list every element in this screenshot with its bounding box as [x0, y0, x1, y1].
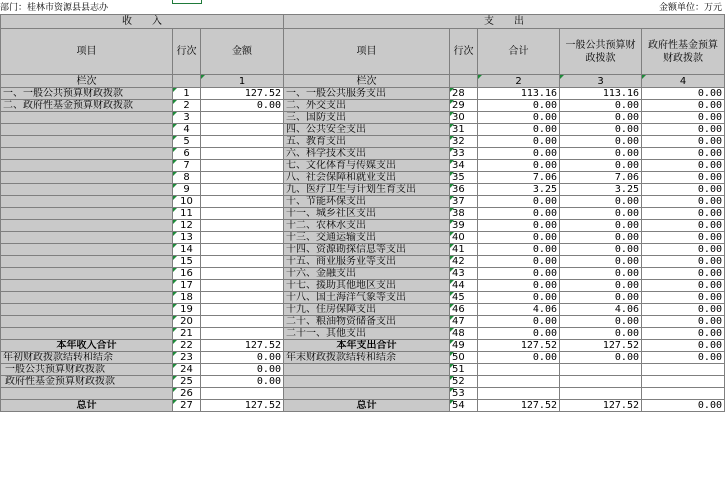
income-row-no-cell[interactable]: 17 — [173, 280, 201, 292]
expense-item-cell[interactable]: 本年支出合计 — [284, 340, 450, 352]
income-amount-cell[interactable] — [201, 148, 284, 160]
income-amount-cell[interactable] — [201, 172, 284, 184]
cell-selection-marker — [172, 0, 202, 4]
fund-budget-cell[interactable]: 0.00 — [642, 352, 725, 364]
general-budget-cell[interactable]: 0.00 — [560, 256, 642, 268]
general-budget-cell[interactable]: 0.00 — [560, 196, 642, 208]
income-row-no-cell[interactable]: 15 — [173, 256, 201, 268]
fund-budget-cell[interactable]: 0.00 — [642, 232, 725, 244]
income-item-cell[interactable]: 二、政府性基金预算财政拨款 — [1, 100, 173, 112]
expense-item-cell[interactable]: 十七、援助其他地区支出 — [284, 280, 450, 292]
expense-item-cell[interactable]: 十一、城乡社区支出 — [284, 208, 450, 220]
department-label: 部门：桂林市资源县县志办 — [0, 3, 109, 13]
income-row-no-cell[interactable]: 7 — [173, 160, 201, 172]
table-row — [1, 100, 725, 112]
fund-budget-cell[interactable]: 0.00 — [642, 220, 725, 232]
expense-row-no-cell[interactable]: 43 — [450, 268, 478, 280]
general-budget-cell[interactable]: 0.00 — [560, 136, 642, 148]
fund-budget-cell[interactable]: 0.00 — [642, 328, 725, 340]
income-amount-cell[interactable]: 0.00 — [201, 100, 284, 112]
expense-item-cell[interactable]: 八、社会保障和就业支出 — [284, 172, 450, 184]
fund-budget-cell[interactable]: 0.00 — [642, 172, 725, 184]
table-row — [1, 388, 725, 400]
table-row — [1, 184, 725, 196]
income-row-no-cell[interactable]: 21 — [173, 328, 201, 340]
general-budget-cell[interactable]: 0.00 — [560, 100, 642, 112]
expense-total-cell[interactable] — [478, 388, 560, 400]
expense-total-cell[interactable]: 3.25 — [478, 184, 560, 196]
general-budget-cell[interactable]: 0.00 — [560, 220, 642, 232]
table-row — [1, 196, 725, 208]
income-item-cell[interactable]: 总计 — [1, 400, 173, 412]
fund-budget-cell[interactable]: 0.00 — [642, 400, 725, 412]
expense-row-no-cell[interactable]: 29 — [450, 100, 478, 112]
expense-item-cell[interactable]: 九、医疗卫生与计划生育支出 — [284, 184, 450, 196]
general-budget-cell[interactable] — [560, 376, 642, 388]
expense-total-cell[interactable]: 0.00 — [478, 196, 560, 208]
fund-budget-cell[interactable]: 0.00 — [642, 304, 725, 316]
expense-total-cell[interactable]: 113.16 — [478, 88, 560, 100]
col-expense-row-no[interactable]: 行次 — [450, 29, 478, 75]
fund-budget-cell[interactable]: 0.00 — [642, 136, 725, 148]
table-row — [1, 172, 725, 184]
col-expense-item[interactable]: 项目 — [284, 29, 450, 75]
income-row-no-cell[interactable]: 2 — [173, 100, 201, 112]
general-budget-cell[interactable]: 113.16 — [560, 88, 642, 100]
general-budget-cell[interactable]: 0.00 — [560, 268, 642, 280]
table-row — [1, 232, 725, 244]
expense-item-cell[interactable]: 十九、住房保障支出 — [284, 304, 450, 316]
income-row-no-cell[interactable]: 9 — [173, 184, 201, 196]
expense-item-cell[interactable]: 四、公共安全支出 — [284, 124, 450, 136]
expense-row-no-cell[interactable]: 47 — [450, 316, 478, 328]
expense-item-cell[interactable]: 二十、粮油物资储备支出 — [284, 316, 450, 328]
income-amount-cell[interactable]: 127.52 — [201, 340, 284, 352]
income-row-no-cell[interactable]: 8 — [173, 172, 201, 184]
expense-total-cell[interactable]: 0.00 — [478, 352, 560, 364]
expense-item-cell[interactable]: 十六、金融支出 — [284, 268, 450, 280]
income-item-cell[interactable] — [1, 292, 173, 304]
expense-row-no-cell[interactable]: 37 — [450, 196, 478, 208]
income-amount-cell[interactable] — [201, 124, 284, 136]
col-fund-budget[interactable]: 政府性基金预算财政拨款 — [642, 29, 725, 75]
col-income-amount[interactable]: 金额 — [201, 29, 284, 75]
expense-item-cell[interactable]: 二十一、其他支出 — [284, 328, 450, 340]
general-budget-cell[interactable] — [560, 388, 642, 400]
fund-budget-cell[interactable]: 0.00 — [642, 292, 725, 304]
expense-row-no-cell[interactable]: 44 — [450, 280, 478, 292]
table-row — [1, 304, 725, 316]
fund-budget-cell[interactable] — [642, 388, 725, 400]
lanci-col-2[interactable]: 2 — [478, 75, 560, 88]
general-budget-cell[interactable]: 0.00 — [560, 352, 642, 364]
expense-total-cell[interactable]: 0.00 — [478, 100, 560, 112]
table-row — [1, 244, 725, 256]
income-row-no-cell[interactable]: 3 — [173, 112, 201, 124]
expense-total-cell[interactable]: 4.06 — [478, 304, 560, 316]
income-row-no-cell[interactable]: 11 — [173, 208, 201, 220]
income-row-no-cell[interactable]: 6 — [173, 148, 201, 160]
table-row — [1, 208, 725, 220]
expense-row-no-cell[interactable]: 42 — [450, 256, 478, 268]
income-row-no-cell[interactable]: 23 — [173, 352, 201, 364]
table-row — [1, 220, 725, 232]
expense-item-cell[interactable]: 三、国防支出 — [284, 112, 450, 124]
income-item-cell[interactable] — [1, 136, 173, 148]
table-row — [1, 280, 725, 292]
income-row-no-cell[interactable]: 12 — [173, 220, 201, 232]
fund-budget-cell[interactable]: 0.00 — [642, 316, 725, 328]
expense-total-cell[interactable]: 0.00 — [478, 280, 560, 292]
expense-row-no-cell[interactable]: 38 — [450, 208, 478, 220]
income-item-cell[interactable] — [1, 268, 173, 280]
expense-item-cell[interactable]: 总计 — [284, 400, 450, 412]
expense-row-no-cell[interactable]: 45 — [450, 292, 478, 304]
income-row-no-cell[interactable]: 19 — [173, 304, 201, 316]
income-item-cell[interactable] — [1, 172, 173, 184]
expense-total-cell[interactable]: 0.00 — [478, 136, 560, 148]
fund-budget-cell[interactable]: 0.00 — [642, 148, 725, 160]
general-budget-cell[interactable]: 0.00 — [560, 292, 642, 304]
general-budget-cell[interactable]: 0.00 — [560, 244, 642, 256]
income-item-cell[interactable] — [1, 304, 173, 316]
fund-budget-cell[interactable]: 0.00 — [642, 112, 725, 124]
income-row-no-cell[interactable]: 26 — [173, 388, 201, 400]
expense-row-no-cell[interactable]: 49 — [450, 340, 478, 352]
income-amount-cell[interactable] — [201, 304, 284, 316]
income-row-no-cell[interactable]: 18 — [173, 292, 201, 304]
expense-item-cell[interactable]: 十、节能环保支出 — [284, 196, 450, 208]
income-row-no-cell[interactable]: 22 — [173, 340, 201, 352]
expense-total-cell[interactable]: 0.00 — [478, 148, 560, 160]
income-amount-cell[interactable] — [201, 292, 284, 304]
table-row — [1, 256, 725, 268]
income-item-cell[interactable] — [1, 256, 173, 268]
general-budget-cell[interactable]: 0.00 — [560, 328, 642, 340]
income-item-cell[interactable] — [1, 148, 173, 160]
expense-total-cell[interactable]: 0.00 — [478, 112, 560, 124]
budget-table — [0, 14, 725, 412]
income-item-cell[interactable] — [1, 328, 173, 340]
income-item-cell[interactable]: 政府性基金预算财政拨款 — [1, 376, 173, 388]
income-section-header[interactable]: 收 入 — [1, 15, 284, 29]
fund-budget-cell[interactable]: 0.00 — [642, 196, 725, 208]
expense-row-no-cell[interactable]: 31 — [450, 124, 478, 136]
expense-total-cell[interactable]: 127.52 — [478, 400, 560, 412]
income-item-cell[interactable] — [1, 244, 173, 256]
expense-row-no-cell[interactable]: 33 — [450, 148, 478, 160]
table-row — [1, 292, 725, 304]
income-item-cell[interactable]: 年初财政拨款结转和结余 — [1, 352, 173, 364]
general-budget-cell[interactable]: 127.52 — [560, 340, 642, 352]
expense-item-cell[interactable]: 十四、资源勘探信息等支出 — [284, 244, 450, 256]
expense-row-no-cell[interactable]: 53 — [450, 388, 478, 400]
expense-item-cell[interactable]: 一、一般公共服务支出 — [284, 88, 450, 100]
expense-row-no-cell[interactable]: 34 — [450, 160, 478, 172]
expense-total-cell[interactable]: 0.00 — [478, 160, 560, 172]
expense-row-no-cell[interactable]: 35 — [450, 172, 478, 184]
expense-row-no-cell[interactable]: 52 — [450, 376, 478, 388]
lanci-col-1[interactable]: 1 — [201, 75, 284, 88]
income-amount-cell[interactable] — [201, 220, 284, 232]
expense-item-cell[interactable] — [284, 364, 450, 376]
expense-total-cell[interactable]: 127.52 — [478, 340, 560, 352]
income-amount-cell[interactable]: 0.00 — [201, 364, 284, 376]
income-row-no-cell[interactable]: 13 — [173, 232, 201, 244]
expense-total-cell[interactable]: 0.00 — [478, 244, 560, 256]
fund-budget-cell[interactable] — [642, 364, 725, 376]
expense-item-cell[interactable]: 十二、农林水支出 — [284, 220, 450, 232]
general-budget-cell[interactable]: 0.00 — [560, 208, 642, 220]
lanci-col-3[interactable]: 3 — [560, 75, 642, 88]
income-item-cell[interactable]: 一般公共预算财政拨款 — [1, 364, 173, 376]
general-budget-cell[interactable]: 4.06 — [560, 304, 642, 316]
expense-item-cell[interactable] — [284, 388, 450, 400]
income-row-no-cell[interactable]: 20 — [173, 316, 201, 328]
expense-row-no-cell[interactable]: 28 — [450, 88, 478, 100]
general-budget-cell[interactable]: 0.00 — [560, 232, 642, 244]
income-amount-cell[interactable] — [201, 316, 284, 328]
general-budget-cell[interactable]: 3.25 — [560, 184, 642, 196]
sheet-header — [0, 0, 726, 14]
expense-total-cell[interactable]: 0.00 — [478, 124, 560, 136]
income-item-cell[interactable] — [1, 184, 173, 196]
col-general-budget[interactable]: 一般公共预算财政拨款 — [560, 29, 642, 75]
expense-total-cell[interactable] — [478, 364, 560, 376]
fund-budget-cell[interactable]: 0.00 — [642, 100, 725, 112]
table-row — [1, 364, 725, 376]
income-amount-cell[interactable] — [201, 136, 284, 148]
table-row — [1, 160, 725, 172]
income-amount-cell[interactable]: 127.52 — [201, 88, 284, 100]
expense-item-cell[interactable]: 十八、国土海洋气象等支出 — [284, 292, 450, 304]
income-row-no-cell[interactable]: 16 — [173, 268, 201, 280]
income-row-no-cell[interactable]: 25 — [173, 376, 201, 388]
expense-row-no-cell[interactable]: 39 — [450, 220, 478, 232]
fund-budget-cell[interactable]: 0.00 — [642, 268, 725, 280]
expense-item-cell[interactable]: 十三、交通运输支出 — [284, 232, 450, 244]
table-row — [1, 352, 725, 364]
expense-row-no-cell[interactable]: 46 — [450, 304, 478, 316]
table-row — [1, 124, 725, 136]
fund-budget-cell[interactable]: 0.00 — [642, 208, 725, 220]
expense-total-cell[interactable]: 0.00 — [478, 256, 560, 268]
table-row — [1, 316, 725, 328]
income-amount-cell[interactable] — [201, 244, 284, 256]
expense-row-no-cell[interactable]: 48 — [450, 328, 478, 340]
expense-row-no-cell[interactable]: 51 — [450, 364, 478, 376]
lanci-blank-1[interactable] — [173, 75, 201, 88]
expense-total-cell[interactable] — [478, 376, 560, 388]
expense-section-header[interactable]: 支 出 — [284, 15, 725, 29]
fund-budget-cell[interactable]: 0.00 — [642, 160, 725, 172]
income-amount-cell[interactable] — [201, 112, 284, 124]
expense-item-cell[interactable]: 七、文化体育与传媒支出 — [284, 160, 450, 172]
expense-total-cell[interactable]: 0.00 — [478, 232, 560, 244]
expense-item-cell[interactable]: 二、外交支出 — [284, 100, 450, 112]
expense-row-no-cell[interactable]: 40 — [450, 232, 478, 244]
income-amount-cell[interactable] — [201, 208, 284, 220]
general-budget-cell[interactable]: 0.00 — [560, 316, 642, 328]
expense-total-cell[interactable]: 0.00 — [478, 208, 560, 220]
income-amount-cell[interactable]: 0.00 — [201, 376, 284, 388]
general-budget-cell[interactable]: 0.00 — [560, 124, 642, 136]
expense-item-cell[interactable]: 年末财政拨款结转和结余 — [284, 352, 450, 364]
income-row-no-cell[interactable]: 1 — [173, 88, 201, 100]
income-item-cell[interactable]: 一、一般公共预算财政拨款 — [1, 88, 173, 100]
table-row — [1, 328, 725, 340]
income-item-cell[interactable] — [1, 160, 173, 172]
income-amount-cell[interactable] — [201, 280, 284, 292]
expense-row-no-cell[interactable]: 32 — [450, 136, 478, 148]
income-item-cell[interactable] — [1, 112, 173, 124]
table-row — [1, 400, 725, 412]
lanci-blank-2[interactable] — [450, 75, 478, 88]
general-budget-cell[interactable]: 0.00 — [560, 280, 642, 292]
lanci-label[interactable]: 栏次 — [1, 75, 173, 88]
expense-row-no-cell[interactable]: 30 — [450, 112, 478, 124]
income-amount-cell[interactable] — [201, 196, 284, 208]
income-row-no-cell[interactable]: 4 — [173, 124, 201, 136]
income-item-cell[interactable] — [1, 388, 173, 400]
table-row — [1, 112, 725, 124]
income-amount-cell[interactable] — [201, 256, 284, 268]
income-row-no-cell[interactable]: 24 — [173, 364, 201, 376]
fund-budget-cell[interactable]: 0.00 — [642, 256, 725, 268]
expense-item-cell[interactable]: 五、教育支出 — [284, 136, 450, 148]
income-row-no-cell[interactable]: 14 — [173, 244, 201, 256]
income-item-cell[interactable] — [1, 124, 173, 136]
table-row — [1, 376, 725, 388]
expense-row-no-cell[interactable]: 54 — [450, 400, 478, 412]
fund-budget-cell[interactable]: 0.00 — [642, 244, 725, 256]
income-amount-cell[interactable] — [201, 328, 284, 340]
income-amount-cell[interactable] — [201, 268, 284, 280]
table-row — [1, 268, 725, 280]
expense-total-cell[interactable]: 0.00 — [478, 328, 560, 340]
amount-unit-label: 金额单位：万元 — [658, 3, 722, 13]
col-expense-total[interactable]: 合计 — [478, 29, 560, 75]
fund-budget-cell[interactable]: 0.00 — [642, 124, 725, 136]
table-row — [1, 88, 725, 100]
general-budget-cell[interactable] — [560, 364, 642, 376]
expense-row-no-cell[interactable]: 41 — [450, 244, 478, 256]
fund-budget-cell[interactable] — [642, 376, 725, 388]
general-budget-cell[interactable]: 0.00 — [560, 148, 642, 160]
income-amount-cell[interactable]: 127.52 — [201, 400, 284, 412]
fund-budget-cell[interactable]: 0.00 — [642, 88, 725, 100]
income-amount-cell[interactable] — [201, 184, 284, 196]
income-amount-cell[interactable]: 0.00 — [201, 352, 284, 364]
expense-total-cell[interactable]: 7.06 — [478, 172, 560, 184]
income-amount-cell[interactable] — [201, 160, 284, 172]
table-row — [1, 340, 725, 352]
income-item-cell[interactable] — [1, 208, 173, 220]
expense-row-no-cell[interactable]: 50 — [450, 352, 478, 364]
general-budget-cell[interactable]: 127.52 — [560, 400, 642, 412]
expense-item-cell[interactable]: 十五、商业服务业等支出 — [284, 256, 450, 268]
income-item-cell[interactable] — [1, 280, 173, 292]
income-item-cell[interactable] — [1, 232, 173, 244]
expense-total-cell[interactable]: 0.00 — [478, 268, 560, 280]
income-row-no-cell[interactable]: 5 — [173, 136, 201, 148]
income-item-cell[interactable] — [1, 196, 173, 208]
fund-budget-cell[interactable]: 0.00 — [642, 340, 725, 352]
table-row — [1, 148, 725, 160]
table-row — [1, 136, 725, 148]
income-item-cell[interactable] — [1, 220, 173, 232]
lanci-label-2[interactable]: 栏次 — [284, 75, 450, 88]
income-row-no-cell[interactable]: 10 — [173, 196, 201, 208]
lanci-col-4[interactable]: 4 — [642, 75, 725, 88]
expense-item-cell[interactable]: 六、科学技术支出 — [284, 148, 450, 160]
general-budget-cell[interactable]: 7.06 — [560, 172, 642, 184]
expense-total-cell[interactable]: 0.00 — [478, 292, 560, 304]
expense-total-cell[interactable]: 0.00 — [478, 220, 560, 232]
income-amount-cell[interactable] — [201, 388, 284, 400]
expense-item-cell[interactable] — [284, 376, 450, 388]
col-income-item[interactable]: 项目 — [1, 29, 173, 75]
expense-row-no-cell[interactable]: 36 — [450, 184, 478, 196]
general-budget-cell[interactable]: 0.00 — [560, 160, 642, 172]
general-budget-cell[interactable]: 0.00 — [560, 112, 642, 124]
income-row-no-cell[interactable]: 27 — [173, 400, 201, 412]
income-amount-cell[interactable] — [201, 232, 284, 244]
fund-budget-cell[interactable]: 0.00 — [642, 184, 725, 196]
col-income-row-no[interactable]: 行次 — [173, 29, 201, 75]
expense-total-cell[interactable]: 0.00 — [478, 316, 560, 328]
fund-budget-cell[interactable]: 0.00 — [642, 280, 725, 292]
income-item-cell[interactable] — [1, 316, 173, 328]
income-item-cell[interactable]: 本年收入合计 — [1, 340, 173, 352]
